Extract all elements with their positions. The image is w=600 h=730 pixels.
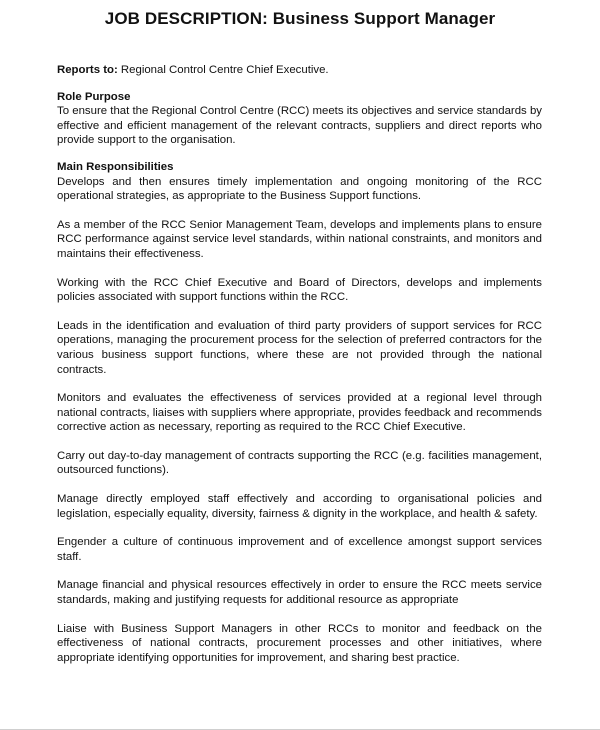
main-responsibilities-heading: Main Responsibilities: [57, 160, 174, 173]
responsibility-item: Monitors and evaluates the effectiveness of services provided at a regional level through national contracts, liaises with suppliers where appropriate, provides feedback and recommends corrective action as necessary, reporting as required to the RCC Chief Executive.: [57, 392, 542, 434]
role-purpose-heading: Role Purpose: [57, 90, 131, 103]
responsibility-item: As a member of the RCC Senior Management Team, develops and implements plans to ensure RCC performance against service level standards, within national constraints, and monitors and maintains their effectiveness.: [57, 218, 542, 260]
responsibility-item: Leads in the identification and evaluation of third party providers of support services for RCC operations, managing the procurement process for the selection of preferred contractors for the various business support functions, where these are not provided through the national contracts.: [57, 319, 542, 376]
reports-to-label: Reports to:: [57, 64, 118, 76]
reports-to-value: Regional Control Centre Chief Executive.: [120, 64, 329, 76]
responsibility-item: Manage financial and physical resources effectively in order to ensure the RCC meets service standards, making and justifying requests for additional resource as appropriate: [57, 579, 542, 607]
responsibility-item: Liaise with Business Support Managers in other RCCs to monitor and feedback on the effectiveness of national contracts, procurement processes and other initiatives, where appropriate identifying opportunities for improvement, and sharing best practice.: [57, 622, 542, 664]
responsibility-item: Carry out day-to-day management of contracts supporting the RCC (e.g. facilities management, outsourced functions).: [57, 449, 542, 477]
role-purpose-text: To ensure that the Regional Control Centre (RCC) meets its objectives and service standards by effective and efficient management of the relevant contracts, suppliers and direct reports who provide support to the organisation.: [57, 105, 542, 147]
role-purpose-section: [57, 90, 542, 148]
reports-to-line: [57, 63, 542, 78]
main-responsibilities-section: [57, 160, 542, 665]
responsibility-item: Working with the RCC Chief Executive and Board of Directors, develops and implements policies associated with support functions within the RCC.: [57, 276, 542, 304]
document-body: [57, 63, 542, 665]
responsibility-item: Engender a culture of continuous improvement and of excellence amongst support services staff.: [57, 536, 542, 563]
document-title: JOB DESCRIPTION: Business Support Manager: [104, 9, 496, 28]
responsibility-item: Manage directly employed staff effectively and according to organisational policies and legislation, especially equality, diversity, fairness & dignity in the workplace, and health & safety.: [57, 493, 542, 520]
responsibility-item: Develops and then ensures timely implementation and ongoing monitoring of the RCC operational strategies, as appropriate to the Business Support functions.: [57, 175, 542, 203]
